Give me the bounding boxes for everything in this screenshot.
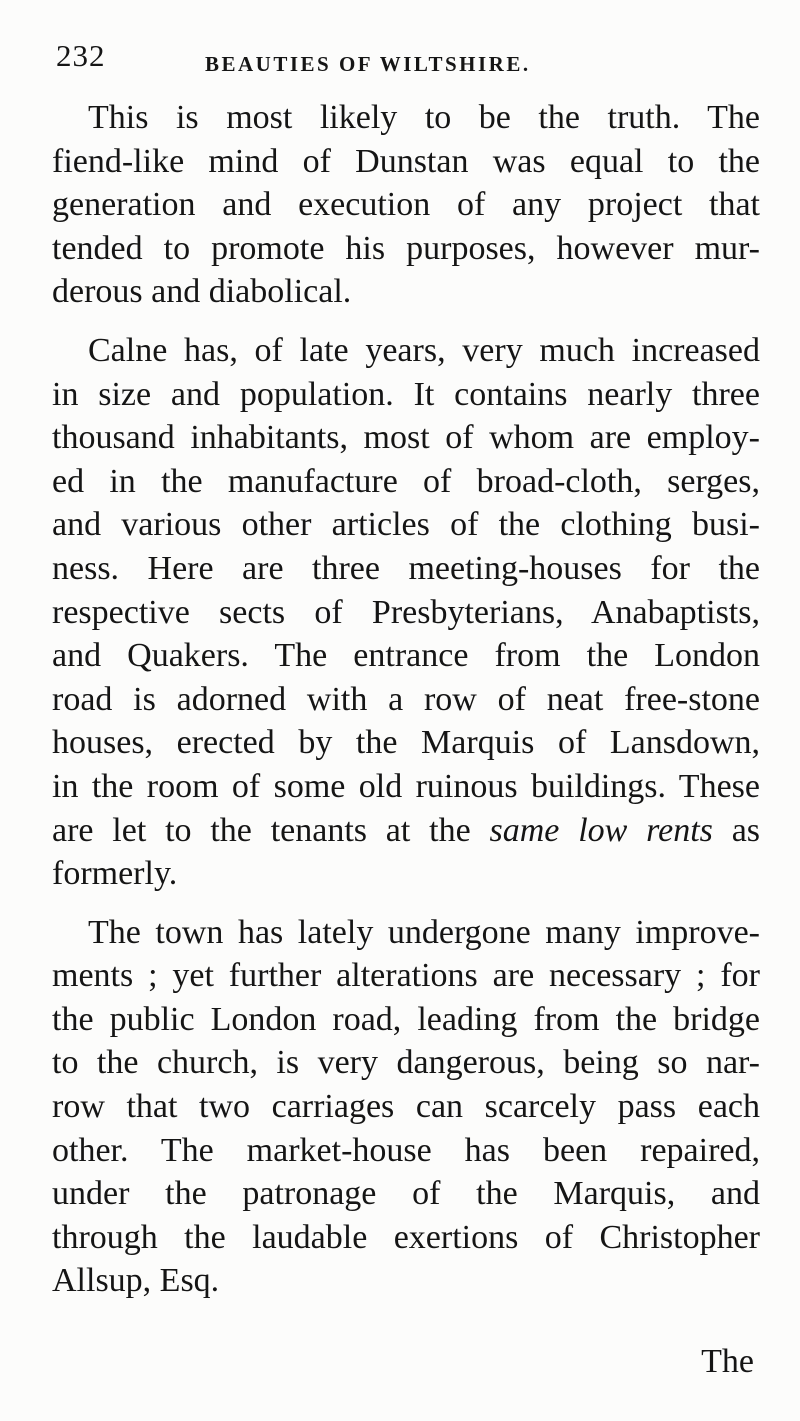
text-line: row that two carriages can scarcely pass each — [52, 1088, 760, 1126]
text-line: thousand inhabitants, most of whom are employ- — [52, 419, 760, 457]
text-line: and Quakers. The entrance from the London — [52, 637, 760, 675]
text-line: other. The market-house has been repaired, — [52, 1131, 760, 1169]
text-segment: as — [731, 811, 761, 849]
text-line: respective sects of Presbyterians, Anabaptists, — [52, 593, 760, 631]
running-head: BEAUTIES OF WILTSHIRE. — [205, 52, 531, 76]
text-line: This is most likely to be the truth. The — [88, 99, 760, 136]
text-line: ness. Here are three meeting-houses for the — [52, 549, 760, 587]
text-line-with-italic — [52, 809, 760, 853]
body-text — [52, 96, 760, 1303]
text-line: under the patronage of the Marquis, and — [52, 1175, 760, 1213]
paragraph-town-improvements — [52, 911, 760, 1303]
text-segment: are let to the tenants at the — [52, 811, 471, 849]
text-line: road is adorned with a row of neat free-stone — [52, 680, 760, 718]
text-line: tended to promote his purposes, however mur- — [52, 229, 760, 267]
page-number: 232 — [56, 38, 106, 73]
text-line: ed in the manufacture of broad-cloth, serges, — [52, 462, 760, 500]
catchword: The — [701, 1343, 754, 1380]
paragraph-truth-of-dunstan — [52, 96, 760, 314]
text-line: the public London road, leading from the bridge — [52, 1000, 760, 1038]
text-line: formerly. — [52, 855, 178, 893]
text-line: through the laudable exertions of Christopher — [52, 1218, 760, 1256]
text-line: derous and diabolical. — [52, 273, 352, 311]
paragraph-calne-population — [52, 329, 760, 896]
italic-phrase: same low rents — [489, 811, 713, 849]
text-line: houses, erected by the Marquis of Lansdown, — [52, 724, 760, 762]
text-line: to the church, is very dangerous, being so nar- — [52, 1044, 760, 1082]
text-line: fiend-like mind of Dunstan was equal to the — [52, 142, 760, 180]
text-line: Allsup, Esq. — [52, 1262, 220, 1300]
text-line: ments ; yet further alterations are necessary ; for — [52, 957, 760, 995]
text-line: and various other articles of the clothing busi- — [52, 506, 760, 544]
text-line: The town has lately undergone many improve- — [88, 913, 760, 951]
text-line: generation and execution of any project that — [52, 186, 760, 224]
text-line: in size and population. It contains nearly three — [52, 375, 760, 413]
text-line: Calne has, of late years, very much increased — [88, 331, 760, 369]
text-line: in the room of some old ruinous buildings. These — [52, 767, 760, 805]
